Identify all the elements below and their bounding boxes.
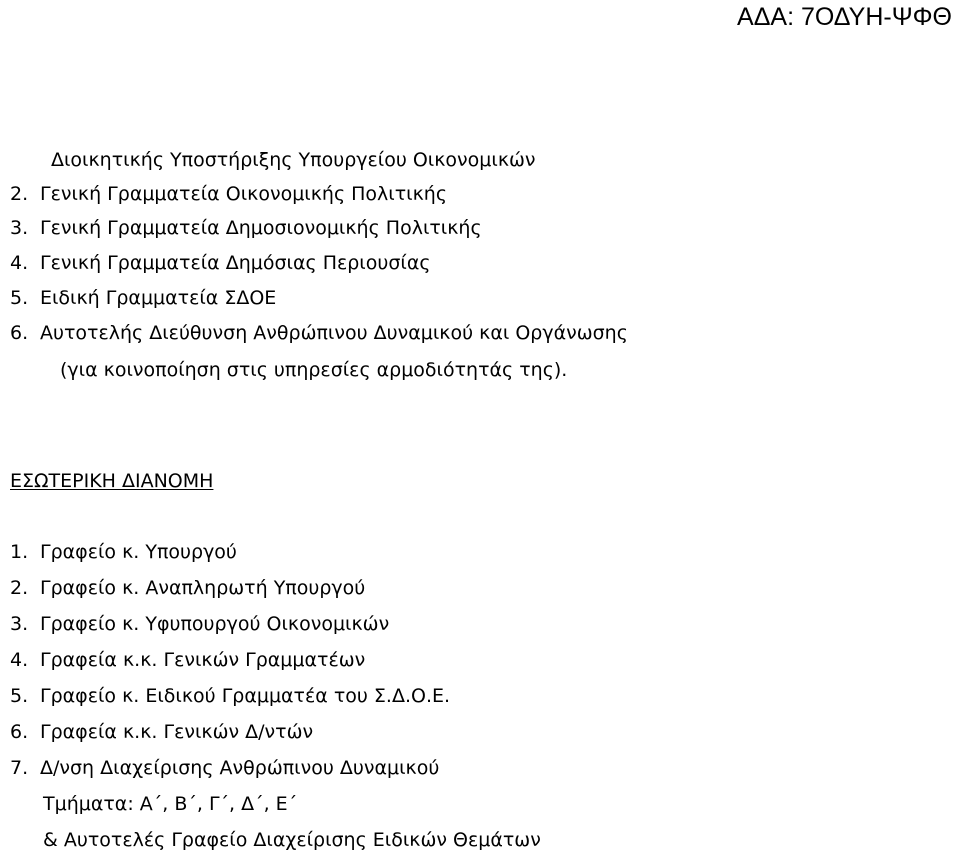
distribution-item	[10, 251, 431, 275]
internal-item	[10, 540, 237, 564]
item-number: 2.	[10, 577, 29, 599]
internal-distribution-heading: ΕΣΩΤΕΡΙΚΗ ΔΙΑΝΟΜΗ	[10, 470, 214, 492]
item-number: 5.	[10, 685, 29, 707]
internal-item	[10, 720, 313, 744]
item-text: Δ/νση Διαχείρισης Ανθρώπινου Δυναμικού	[40, 757, 440, 779]
item-text: Γραφείο κ. Υπουργού	[40, 541, 237, 563]
distribution-item	[10, 321, 628, 345]
internal-item	[10, 684, 450, 708]
item-text: Ειδική Γραμματεία ΣΔΟΕ	[40, 287, 277, 309]
item-number: 1.	[10, 541, 29, 563]
internal-item	[10, 612, 389, 636]
item-number: 5.	[10, 287, 29, 309]
item-number: 3.	[10, 613, 29, 635]
internal-item	[10, 756, 439, 780]
distribution-item	[10, 286, 276, 310]
item-text: Γενική Γραμματεία Δημοσιονομικής Πολιτικής	[40, 217, 482, 239]
internal-item	[10, 576, 365, 600]
item-text: Γραφεία κ.κ. Γενικών Γραμματέων	[40, 649, 366, 671]
item-number: 2.	[10, 183, 29, 205]
item-text: Γραφείο κ. Ειδικού Γραμματέα του Σ.Δ.Ο.Ε.	[40, 685, 451, 707]
item-number: 4.	[10, 252, 29, 274]
distribution-continuation: (για κοινοποίηση στις υπηρεσίες αρμοδιότητάς της).	[60, 359, 568, 381]
distribution-item	[10, 182, 447, 206]
item-number: 3.	[10, 217, 29, 239]
item-text: Γενική Γραμματεία Δημόσιας Περιουσίας	[40, 252, 431, 274]
internal-continuation-departments: Τμήματα: Α΄, Β΄, Γ΄, Δ΄, Ε΄	[43, 793, 298, 815]
item-text: Γραφείο κ. Αναπληρωτή Υπουργού	[40, 577, 366, 599]
ada-code: ΑΔΑ: 7ΟΔΥΗ-ΨΦΘ	[737, 3, 952, 31]
distribution-first-line: Διοικητικής Υποστήριξης Υπουργείου Οικονομικών	[51, 149, 536, 171]
internal-continuation-office: & Αυτοτελές Γραφείο Διαχείρισης Ειδικών Θεμάτων	[43, 829, 541, 851]
item-text: Γενική Γραμματεία Οικονομικής Πολιτικής	[40, 183, 447, 205]
internal-item	[10, 648, 365, 672]
item-number: 7.	[10, 757, 29, 779]
distribution-item	[10, 216, 482, 240]
item-text: Γραφεία κ.κ. Γενικών Δ/ντών	[40, 721, 314, 743]
item-text: Αυτοτελής Διεύθυνση Ανθρώπινου Δυναμικού και Οργάνωσης	[40, 322, 628, 344]
item-text: Γραφείο κ. Υφυπουργού Οικονομικών	[40, 613, 390, 635]
item-number: 6.	[10, 322, 29, 344]
item-number: 4.	[10, 649, 29, 671]
item-number: 6.	[10, 721, 29, 743]
